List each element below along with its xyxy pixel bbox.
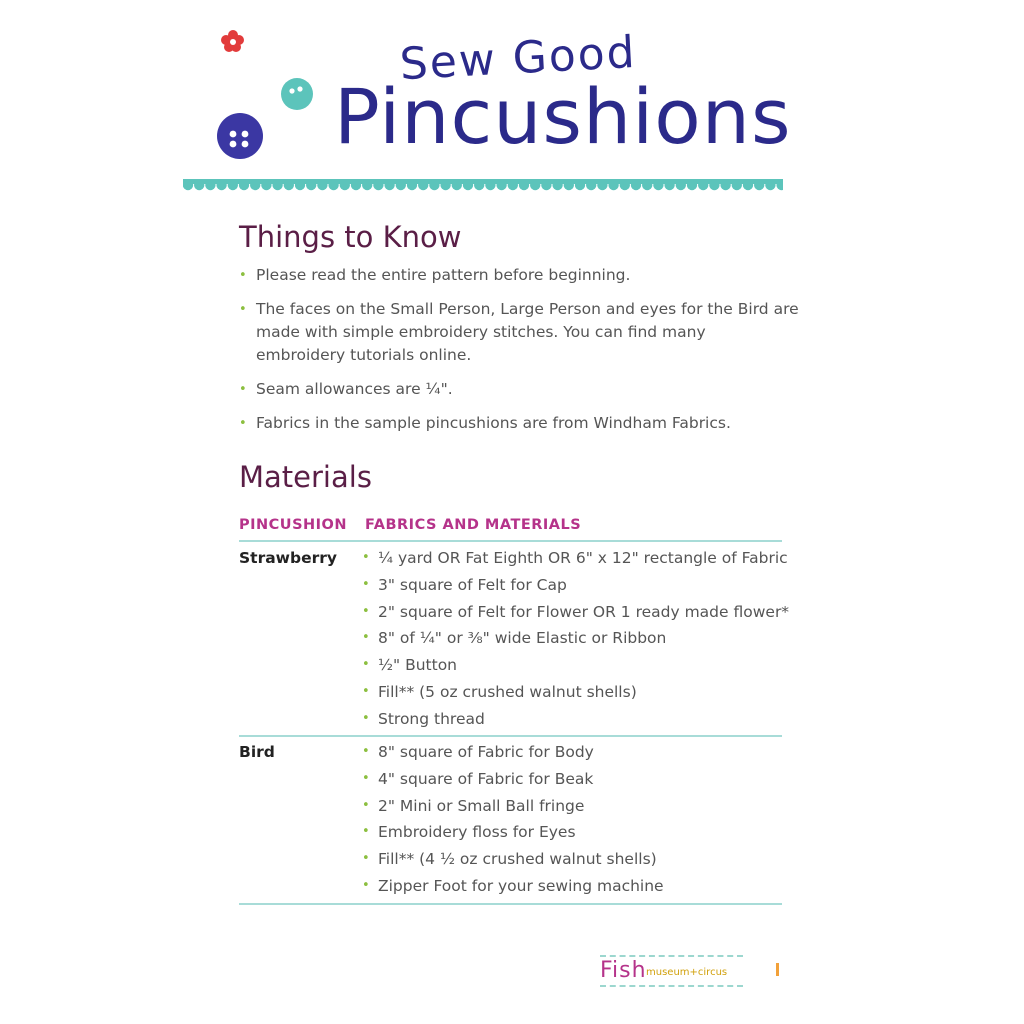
list-item: • The faces on the Small Person, Large Person and eyes for the Bird are made with simple embroidery stitches. You can find many embroidery tutorials online. — [239, 298, 799, 367]
list-item: • 2" Mini or Small Ball fringe — [362, 793, 782, 820]
title-line-1: Sew Good — [398, 26, 638, 91]
strawberry-materials-list — [362, 545, 790, 733]
list-item: • ½" Button — [362, 652, 782, 679]
logo-subtitle: museum+circus — [646, 967, 728, 978]
column-header-pincushion: PINCUSHION — [239, 517, 348, 533]
things-to-know-list — [239, 264, 799, 446]
page-title: Pincushions — [334, 72, 792, 161]
list-item: • Embroidery floss for Eyes — [362, 819, 782, 846]
list-item: • Please read the entire pattern before beginning. — [239, 264, 799, 287]
list-item: • ¼ yard OR Fat Eighth OR 6" x 12" rectangle of Fabric — [362, 545, 782, 572]
list-item: • Strong thread — [362, 706, 782, 733]
teal-button-icon — [280, 77, 314, 111]
list-item: • Fabrics in the sample pincushions are from Windham Fabrics. — [239, 412, 799, 435]
table-rule — [239, 540, 782, 542]
flower-icon — [219, 29, 247, 53]
materials-heading: Materials — [239, 460, 372, 494]
row-name-bird: Bird — [239, 743, 275, 761]
bird-materials-list — [362, 739, 782, 900]
table-rule — [239, 735, 782, 737]
scalloped-divider — [183, 179, 783, 193]
things-to-know-heading: Things to Know — [239, 220, 462, 254]
blue-button-icon — [216, 112, 264, 160]
logo-border-bottom — [600, 985, 743, 989]
list-item: • Zipper Foot for your sewing machine — [362, 873, 782, 900]
list-item: • Fill** (5 oz crushed walnut shells) — [362, 679, 782, 706]
list-item: • 2" square of Felt for Flower OR 1 ready made flower* — [362, 599, 782, 626]
list-item: • 3" square of Felt for Cap — [362, 572, 782, 599]
page-marker — [776, 963, 779, 976]
column-header-materials: FABRICS AND MATERIALS — [365, 517, 582, 533]
list-item: • 8" square of Fabric for Body — [362, 739, 782, 766]
list-item: • 8" of ¼" or ⅜" wide Elastic or Ribbon — [362, 625, 782, 652]
list-item: • Fill** (4 ½ oz crushed walnut shells) — [362, 846, 782, 873]
list-item: • 4" square of Fabric for Beak — [362, 766, 782, 793]
list-item: • Seam allowances are ¼". — [239, 378, 799, 401]
logo-fish: Fish — [600, 958, 647, 983]
row-name-strawberry: Strawberry — [239, 549, 337, 567]
table-rule — [239, 903, 782, 905]
materials-table-header — [239, 514, 781, 540]
